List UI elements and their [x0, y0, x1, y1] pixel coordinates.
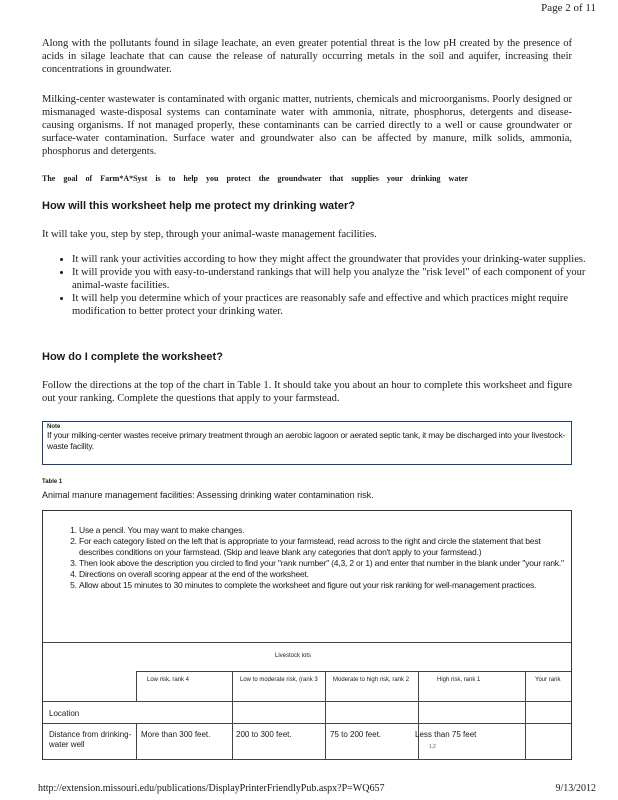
directions-list [63, 525, 569, 591]
section-heading-how-complete: How do I complete the worksheet? [42, 351, 223, 363]
table-divider [136, 723, 137, 759]
note-text: If your milking-center wastes receive primary treatment through an aerobic lagoon or aerated septic tank, it may be discharged into your livestock-waste facility. [47, 430, 566, 451]
table-divider [325, 671, 326, 759]
table-divider [43, 701, 571, 702]
list-item: 3. Then look above the description you circled to find your "rank number" (4,3, 2 or 1) and enter that number in the blank under "your rank." [79, 558, 569, 569]
cell-low-moderate-risk[interactable]: 200 to 300 feet. [236, 730, 292, 739]
table-caption: Animal manure management facilities: Assessing drinking water contamination risk. [42, 490, 374, 500]
list-item: 5. Allow about 15 minutes to 30 minutes to complete the worksheet and figure out your risk ranking for well-management practices. [79, 580, 569, 591]
column-header-moderate-high: Moderate to high risk, rank 2 [333, 677, 410, 683]
benefits-list [60, 253, 592, 318]
follow-directions-paragraph: Follow the directions at the top of the chart in Table 1. It should take you about an hour to complete this worksheet and figure out your ranking. Complete the questions that apply to your farmstead. [42, 380, 572, 404]
cell-high-risk[interactable]: Less than 75 feet [415, 730, 477, 739]
cell-moderate-high-risk[interactable]: 75 to 200 feet. [330, 730, 382, 739]
column-header-high: High risk, rank 1 [437, 677, 481, 683]
cell-low-risk[interactable]: More than 300 feet. [141, 730, 211, 739]
note-label: Note [47, 424, 61, 430]
table-divider [232, 671, 233, 759]
list-item: • It will provide you with easy-to-understand rankings that will help you analyze the "risk level" of each component of your animal-waste facilities. [72, 266, 592, 292]
intro-step-paragraph: It will take you, step by step, through your animal-waste management facilities. [42, 229, 377, 240]
list-item: 4. Directions on overall scoring appear at the end of the worksheet. [79, 569, 569, 580]
row-label-distance: Distance from drinking-water well [49, 730, 132, 749]
footer-url[interactable]: http://extension.missouri.edu/publications/DisplayPrinterFriendlyPub.aspx?P=WQ657 [38, 783, 385, 794]
page-number: Page 2 of 11 [541, 2, 596, 14]
table-divider [418, 671, 419, 759]
note-box [42, 421, 572, 465]
table-divider [43, 642, 571, 643]
column-header-low-moderate: Low to moderate risk, (rank 3 [240, 677, 318, 683]
silage-paragraph: Along with the pollutants found in silage leachate, an even greater potential threat is the low pH created by the presence of acids in silage leachate that can cause the release of naturally occurring metals in the soil and aquifer, increasing their concentrations in groundwater. [42, 38, 572, 75]
list-item: 2. For each category listed on the left that is appropriate to your farmstead, read across to the right and circle the statement that best describes conditions on your farmstead. (Skip and leave blank any categories that don't apply to your farmstead.) [79, 536, 569, 558]
table-divider [136, 671, 571, 672]
table-divider [43, 759, 571, 760]
list-item: • It will rank your activities according to how they might affect the groundwater that provides your drinking-water supplies. [72, 253, 592, 266]
section-title: Livestock lots [275, 653, 312, 659]
table-label: Table 1 [42, 479, 63, 485]
goal-statement: The goal of Farm*A*Syst is to help you protect the groundwater that supplies your drinking water [42, 174, 469, 183]
category-label: Location [49, 709, 80, 718]
table-divider [525, 671, 526, 759]
table-divider [136, 671, 137, 701]
risk-assessment-table [42, 510, 572, 760]
column-header-low: Low risk, rank 4 [147, 677, 190, 683]
table-divider [43, 723, 571, 724]
column-header-your-rank: Your rank [535, 677, 561, 683]
section-heading-how-help: How will this worksheet help me protect my drinking water? [42, 200, 355, 212]
list-item: 1. Use a pencil. You may want to make changes. [79, 525, 569, 536]
footnote-reference: 1,2 [429, 744, 436, 750]
footer-date: 9/13/2012 [555, 783, 596, 794]
list-item: • It will help you determine which of your practices are reasonably safe and effective and which practices might require modification to better protect your drinking water. [72, 292, 592, 318]
wastewater-paragraph: Milking-center wastewater is contaminated with organic matter, nutrients, chemicals and microorganisms. Poorly designed or mismanaged waste-disposal systems can contaminate water with ammonia, nitrate, phosphorus, detergents and disease-causing organisms. If not managed properly, these contaminants can be carried directly to a well or cause groundwater or surface-water contamination. Surface water and groundwater also can be affected by manure, milk solids, ammonia, phosphorus and detergents. [42, 94, 572, 157]
